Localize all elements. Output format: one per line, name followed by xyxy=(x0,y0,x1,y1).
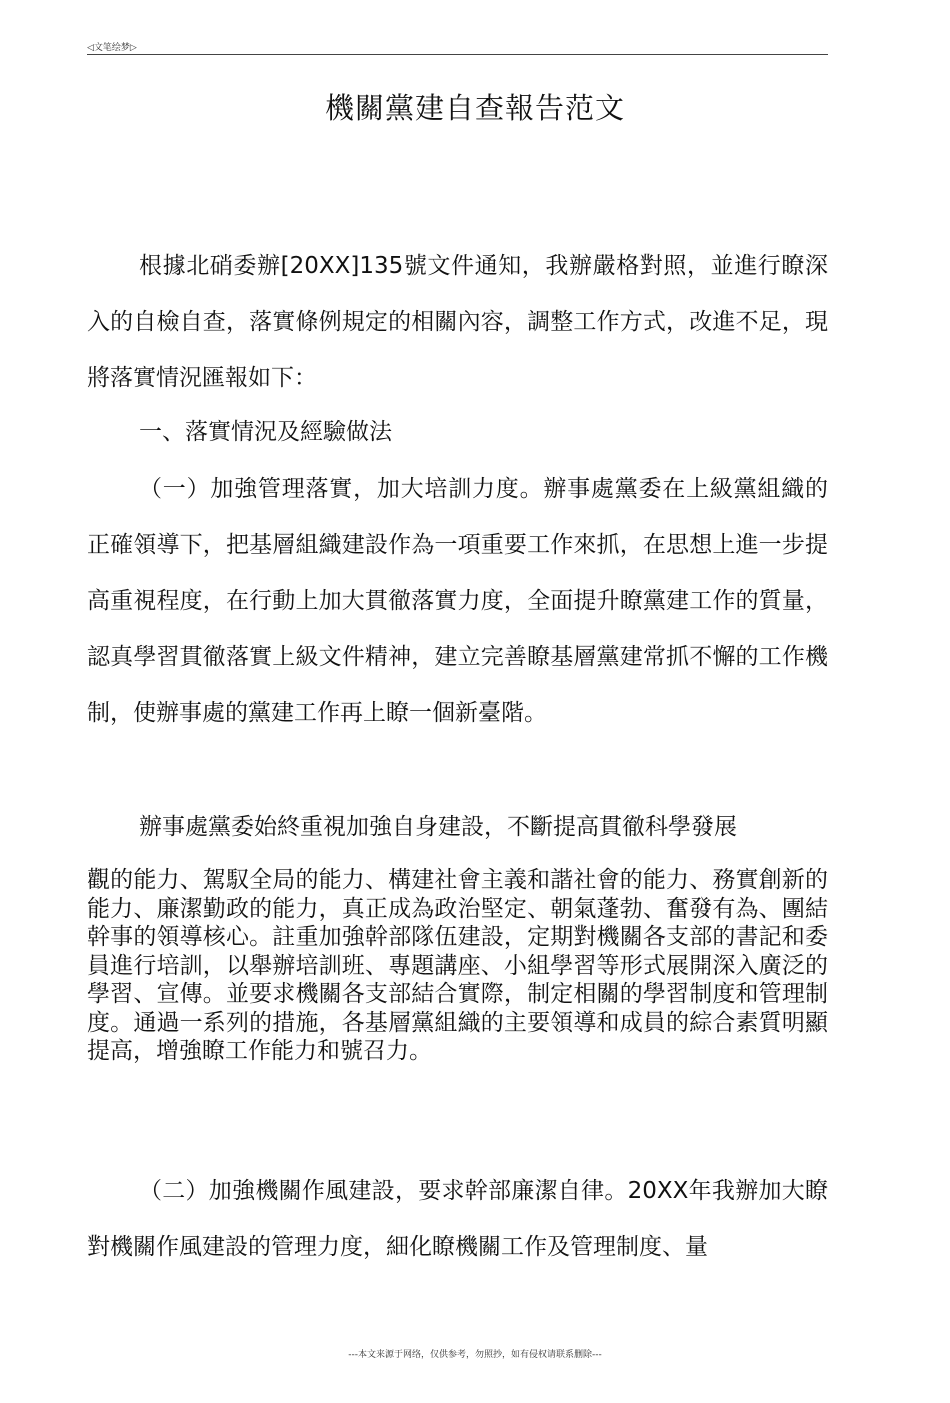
header-mark: ◁文笔绘梦▷ xyxy=(87,43,137,53)
paragraph-intro: 根據北硝委辦[20XX]135號文件通知，我辦嚴格對照，並進行瞭深入的自檢自查，落實條例規定的相關內容，調整工作方式，改進不足，現將落實情況匯報如下： xyxy=(87,253,828,391)
document-title: 機關黨建自查報告范文 xyxy=(324,91,625,125)
section-heading: 一、落實情況及經驗做法 xyxy=(139,419,392,445)
header-divider xyxy=(87,54,828,55)
paragraph-section-2: （二）加強機關作風建設，要求幹部廉潔自律。20XX年我辦加大瞭對機關作風建設的管理力度，細化瞭機關工作及管理制度、量 xyxy=(87,1178,828,1260)
paragraph-party-committee: 辦事處黨委始終重視加強自身建設，不斷提高貫徹科學發展 xyxy=(139,814,737,840)
paragraph-section-1: （一）加強管理落實，加大培訓力度。辦事處黨委在上級黨組織的正確領導下，把基層組織建設作為一項重要工作來抓，在思想上進一步提高重視程度，在行動上加大貫徹落實力度，全面提升瞭黨建工作的質量，認真學習貫徹落實上級文件精神，建立完善瞭基層黨建常抓不懈的工作機制，使辦事處的黨建工作再上瞭一個新臺階。 xyxy=(87,476,828,726)
paragraph-capabilities: 觀的能力、駕馭全局的能力、構建社會主義和諧社會的能力、務實創新的能力、廉潔勤政的能力，真正成為政治堅定、朝氣蓬勃、奮發有為、團結幹事的領導核心。註重加強幹部隊伍建設，定期對機關各支部的書記和委員進行培訓，以舉辦培訓班、專題講座、小組學習等形式展開深入廣泛的學習、宣傳。並要求機關各支部結合實際，制定相關的學習制度和管理制度。通過一系列的措施，各基層黨組織的主要領導和成員的綜合素質明顯提高，增強瞭工作能力和號召力。 xyxy=(87,867,828,1064)
footer-note: ---本文来源于网络，仅供参考，勿照抄，如有侵权请联系删除--- xyxy=(348,1350,602,1360)
